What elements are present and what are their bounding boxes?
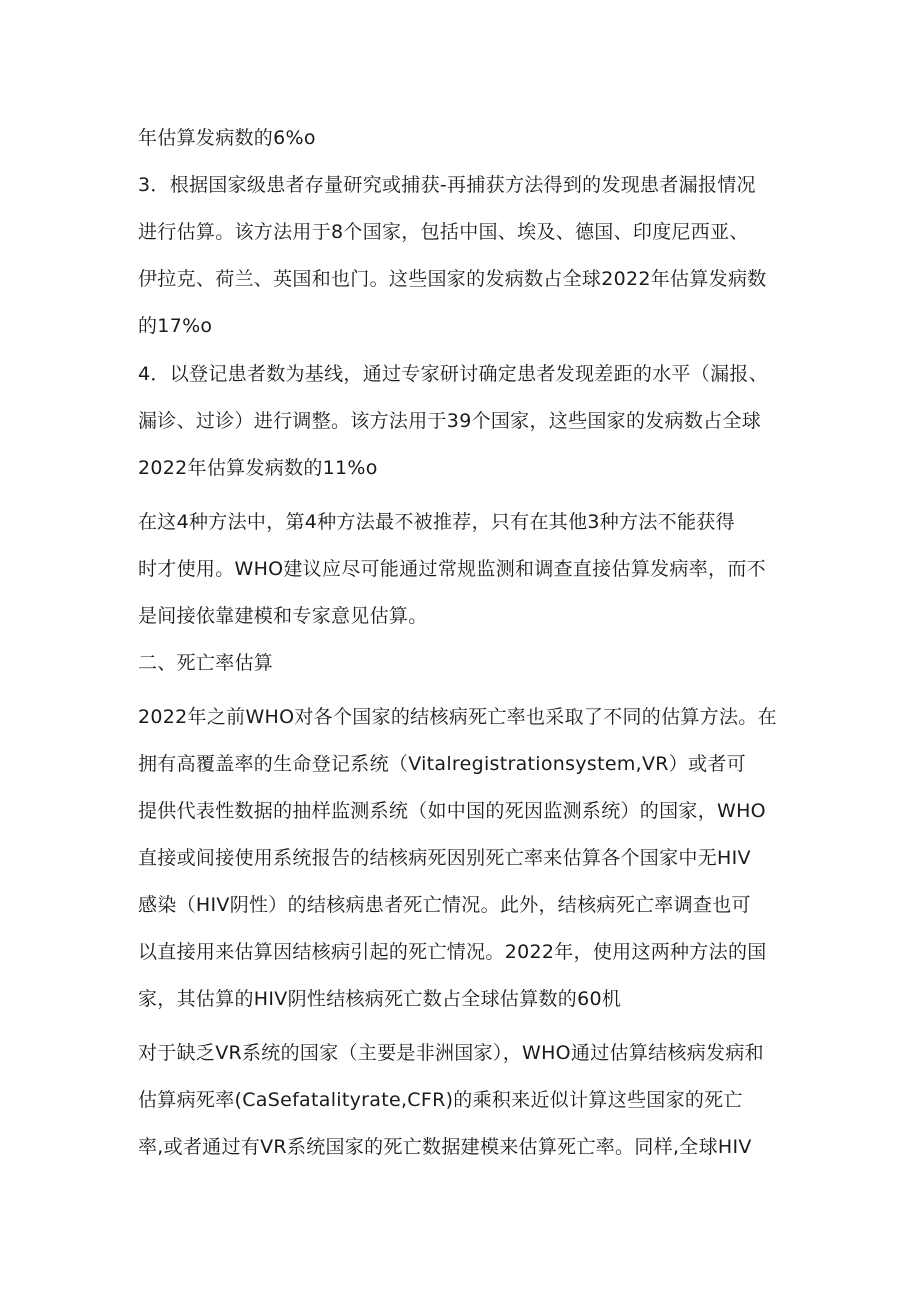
text-line: 是间接依靠建模和专家意见估算。: [138, 605, 428, 627]
text-line: 年估算发病数的6%o: [138, 127, 316, 149]
text-line: 2022年估算发病数的11%o: [138, 457, 378, 479]
text-line: 以直接用来估算因结核病引起的死亡情况。2022年，使用这两种方法的国: [138, 941, 767, 963]
text-line: 伊拉克、荷兰、英国和也门。这些国家的发病数占全球2022年估算发病数: [138, 268, 767, 290]
text-line: 拥有高覆盖率的生命登记系统（Vitalregistrationsystem,VR）或者可: [138, 753, 746, 775]
text-line: 对于缺乏VR系统的国家（主要是非洲国家），WHO通过估算结核病发病和: [138, 1042, 764, 1064]
text-line: 在这4种方法中，第4种方法最不被推荐，只有在其他3种方法不能获得: [138, 511, 735, 533]
text-line: 4．以登记患者数为基线，通过专家研讨确定患者发现差距的水平（漏报、: [138, 363, 768, 385]
text-line: 的17%o: [138, 315, 213, 337]
section-heading: 二、死亡率估算: [138, 652, 274, 674]
text-line: 3．根据国家级患者存量研究或捕获-再捕获方法得到的发现患者漏报情况: [138, 174, 756, 196]
text-line: 感染（HIV阴性）的结核病患者死亡情况。此外，结核病死亡率调查也可: [138, 894, 751, 916]
text-line: 漏诊、过诊）进行调整。该方法用于39个国家，这些国家的发病数占全球: [138, 410, 762, 432]
text-line: 率,或者通过有VR系统国家的死亡数据建模来估算死亡率。同样,全球HIV: [138, 1136, 752, 1158]
text-line: 2022年之前WHO对各个国家的结核病死亡率也采取了不同的估算方法。在: [138, 706, 777, 728]
text-line: 提供代表性数据的抽样监测系统（如中国的死因监测系统）的国家，WHO: [138, 800, 766, 822]
text-line: 家，其估算的HIV阴性结核病死亡数占全球估算数的60机: [138, 988, 622, 1010]
text-line: 进行估算。该方法用于8个国家，包括中国、埃及、德国、印度尼西亚、: [138, 221, 749, 243]
text-line: 时才使用。WHO建议应尽可能通过常规监测和调查直接估算发病率，而不: [138, 558, 766, 580]
text-line: 估算病死率(CaSefatalityrate,CFR)的乘积来近似计算这些国家的死亡: [138, 1089, 743, 1111]
text-line: 直接或间接使用系统报告的结核病死因别死亡率来估算各个国家中无HIV: [138, 847, 751, 869]
